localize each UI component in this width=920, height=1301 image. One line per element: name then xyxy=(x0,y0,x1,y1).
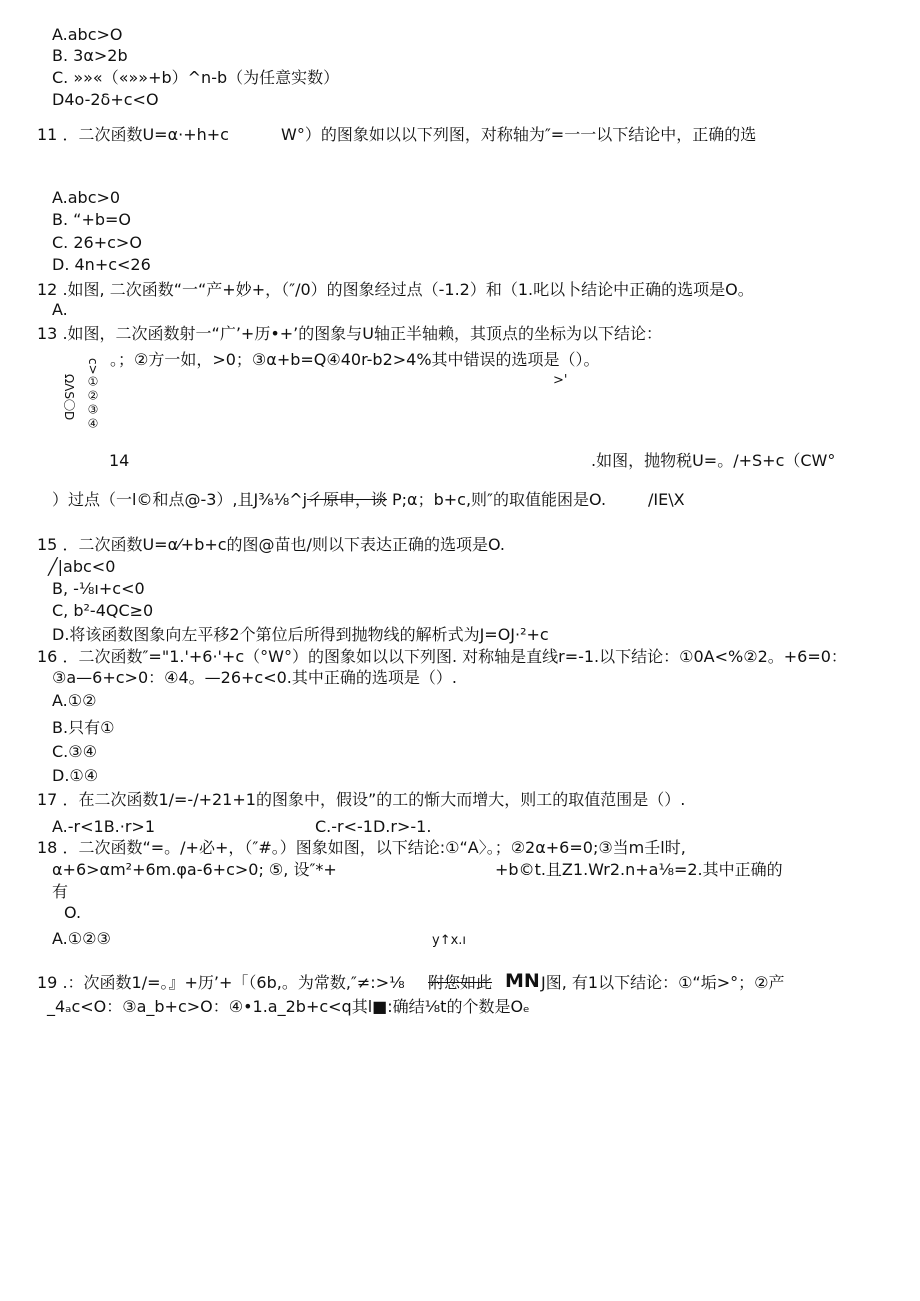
question-line: 15 ．二次函数U=α⁄+b+c的图@苗也/则以下表达正确的选项是O. xyxy=(37,535,505,554)
line: C, b²-4QC≥0 xyxy=(52,601,154,620)
line: 。；②方一如，>0；③α+b=Q④40r-b2>4%其中错误的选项是（）。 xyxy=(110,350,600,369)
line: D.将该函数图象向左平移2个第位后所得到抛物线的解析式为J=OJ·²+c xyxy=(52,625,549,644)
question-line: 18 ．二次函数“=。/+必+，（″#。）图象如图，以下结论:①“A〉。；②2α+6=0;③当m壬l时, xyxy=(37,838,686,857)
line: y↑x.ı xyxy=(432,933,467,948)
question-line: 13 .如图，二次函数射一“广’+历•+’的图象与U轴正半轴赖，其顶点的坐标为以下结论： xyxy=(37,324,662,343)
line: _4ₐc<O：③a_b+c>O：④•1.a_2b+c<q其l■:确结⅛t的个数是Oₑ xyxy=(47,997,530,1016)
question-line: 19 .：次函数1/=。』+历’+「（6b,。为常数,″≠:>⅛ xyxy=(37,973,405,992)
line: .如图，抛物税U=。/+S+c（CW° xyxy=(591,451,836,470)
line: /IE\X xyxy=(648,490,685,509)
line: C.-r<-1D.r>-1. xyxy=(315,817,432,836)
struck-text: 附您如此 xyxy=(428,973,493,992)
vertical-text: ΩΛS〇D xyxy=(62,374,76,421)
question-line: W°）的图象如以以下列图，对称轴为″=一一以下结论中，正确的选 xyxy=(281,125,757,144)
line: >' xyxy=(553,373,568,388)
line: C. »»«（«»»+b）^n-b（为任意实数） xyxy=(52,68,340,87)
line: ③a—6+c>0：④4。—26+c<0.其中正确的选项是（）. xyxy=(52,668,457,687)
line: O. xyxy=(64,903,82,922)
struck-text: 彳原申，谈 xyxy=(307,490,388,509)
line: B. 3α>2b xyxy=(52,46,128,65)
line: A.-r<1B.·r>1 xyxy=(52,817,155,836)
line: B, -⅛ı+c<0 xyxy=(52,579,145,598)
question-line: 16 ．二次函数″="1.'+6·'+c（°W°）的图象如以以下列图. 对称轴是直线r=-1.以下结论：①0A<%②2。+6=0： xyxy=(37,647,847,666)
line: 有 xyxy=(52,882,69,901)
line: ╱|abc<0 xyxy=(48,557,116,576)
line: A.①②③ xyxy=(52,929,111,948)
line: ）过点（一l©和点@-3）,且J³⁄₈⅛^j xyxy=(52,490,308,509)
line: B. “+b=O xyxy=(52,210,131,229)
line: +b©t.且Z1.Wr2.n+a⅛=2.其中正确的 xyxy=(495,860,783,879)
line: D. 4n+c<26 xyxy=(52,255,151,274)
line: B.只有① xyxy=(52,718,115,737)
line: D.①④ xyxy=(52,766,99,785)
line: J图, 有1以下结论：①“垢>°；②产 xyxy=(541,973,785,992)
line: P;α；b+c,则″的取值能困是O. xyxy=(392,490,607,509)
question-line: 11 ．二次函数U=α·+h+c xyxy=(37,125,229,144)
vertical-text: c>①②③④ xyxy=(86,358,100,431)
question-number: 14 xyxy=(109,451,130,470)
line: A.abc>O xyxy=(52,25,123,44)
line: D4o-2δ+c<O xyxy=(52,90,159,109)
line: A.①② xyxy=(52,691,97,710)
question-line: 17 ．在二次函数1/=-/+21+1的图象中，假设”的工的惭大而增大，则工的取值范围是（）. xyxy=(37,790,686,809)
question-line: 12 .如图, 二次函数“一“产+妙+，（″/0）的图象经过点（-1.2）和（1.叱以卜结论中正确的选项是O。 xyxy=(37,280,754,299)
line: A.abc>0 xyxy=(52,188,121,207)
line: α+6>αm²+6m.φa-6+c>0; ⑤, 设″*+ xyxy=(52,860,337,879)
line: MN xyxy=(505,970,540,992)
line: A. xyxy=(52,300,68,319)
line: C. 26+c>O xyxy=(52,233,142,252)
line: C.③④ xyxy=(52,742,97,761)
